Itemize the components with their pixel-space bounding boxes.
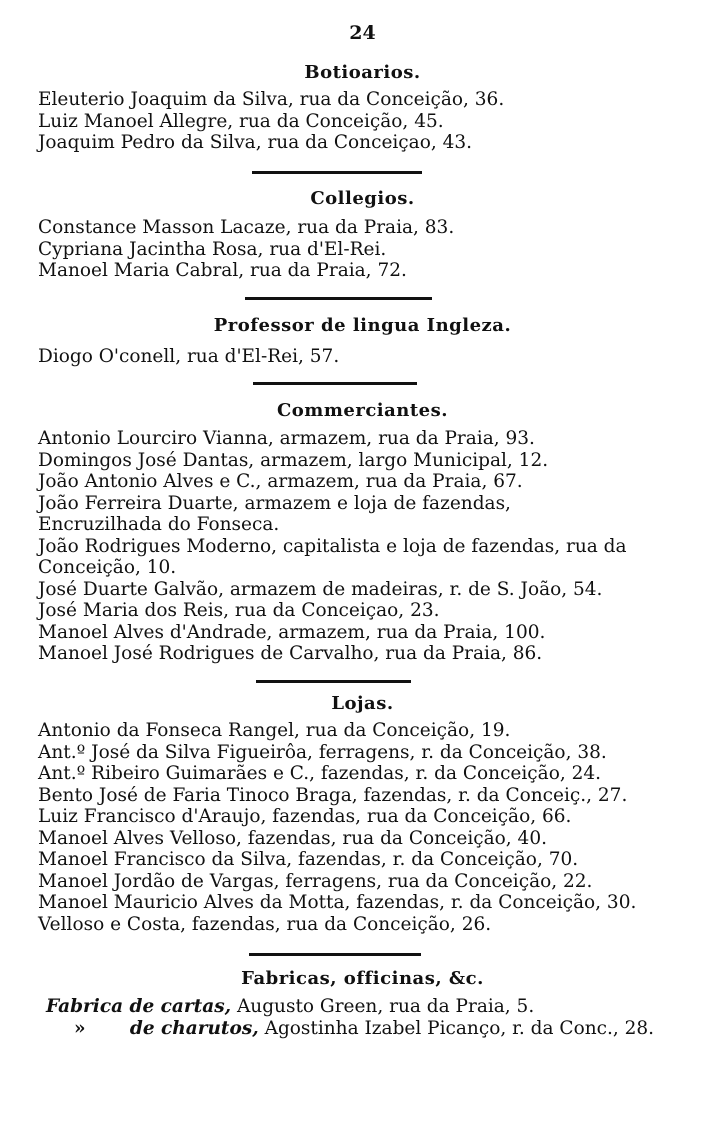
list-item: Joaquim Pedro da Silva, rua da Conceiçao, 43. [38,132,473,153]
list-item: José Duarte Galvão, armazem de madeiras, r. de S. João, 54. [38,578,603,600]
section-divider [249,953,421,956]
entry-label: Fabrica de cartas, [46,996,232,1017]
list-item: Manoel Alves Velloso, fazendas, rua da Conceição, 40. [38,827,547,849]
fabricas-list [46,996,654,1040]
list-item: Luiz Francisco d'Araujo, fazendas, rua da Conceição, 66. [38,806,572,827]
list-item: João Ferreira Duarte, armazem e loja de fazendas, Encruzilhada do Fonseca. [38,492,511,535]
list-item [46,1018,654,1040]
list-item: Manoel Alves d'Andrade, armazem, rua da Praia, 100. [38,621,546,643]
commerciantes-list [38,428,655,665]
list-item: João Rodrigues Moderno, capitalista e loja de fazendas, rua da Conceição, 10. [38,535,627,578]
list-item: Manoel Jordão de Vargas, ferragens, rua da Conceição, 22. [38,870,593,892]
list-item: João Antonio Alves e C., armazem, rua da Praia, 67. [38,471,523,492]
list-item: Constance Masson Lacaze, rua da Praia, 83. [38,217,455,238]
list-item: Manoel Maria Cabral, rua da Praia, 72. [38,260,407,281]
list-item: Bento José de Faria Tinoco Braga, fazendas, r. da Conceiç., 27. [38,784,628,806]
list-item: José Maria dos Reis, rua da Conceiçao, 23. [38,600,440,621]
ditto-mark: » [74,1018,86,1039]
list-item: Ant.º José da Silva Figueirôa, ferragens, r. da Conceição, 38. [38,741,607,763]
list-item: Diogo O'conell, rua d'El-Rei, 57. [38,346,340,367]
botioarios-list [38,89,647,154]
section-title-commerciantes: Commerciantes. [276,400,449,421]
section-title-lojas: Lojas. [331,693,394,714]
list-item: Velloso e Costa, fazendas, rua da Conceição, 26. [38,913,492,935]
section-divider [252,171,422,174]
page-number: 24 [349,22,376,44]
entry-label: de charutos, [129,1018,259,1039]
section-title-botioarios: Botioarios. [304,62,421,83]
collegios-list [38,217,647,282]
list-item: Manoel Mauricio Alves da Motta, fazendas, r. da Conceição, 30. [38,892,637,913]
list-item: Antonio Lourciro Vianna, armazem, rua da Praia, 93. [38,428,535,449]
list-item: Manoel José Rodrigues de Carvalho, rua da Praia, 86. [38,643,543,664]
entry-text: Agostinha Izabel Picanço, r. da Conc., 28. [264,1018,655,1039]
list-item: Luiz Manoel Allegre, rua da Conceição, 45. [38,110,444,132]
list-item: Ant.º Ribeiro Guimarães e C., fazendas, r. da Conceição, 24. [38,763,602,784]
list-item: Eleuterio Joaquim da Silva, rua da Conceição, 36. [38,89,505,110]
list-item: Manoel Francisco da Silva, fazendas, r. da Conceição, 70. [38,849,579,870]
section-divider [253,382,417,385]
list-item: Domingos José Dantas, armazem, largo Municipal, 12. [38,449,549,471]
section-divider [245,297,432,300]
section-divider [256,680,411,683]
list-item: Cypriana Jacintha Rosa, rua d'El-Rei. [38,238,387,260]
list-item [46,996,654,1018]
professor-list [38,346,647,368]
list-item: Antonio da Fonseca Rangel, rua da Conceição, 19. [38,720,511,741]
entry-text: Augusto Green, rua da Praia, 5. [236,996,535,1017]
lojas-list [38,720,655,935]
section-title-fabricas: Fabricas, officinas, &c. [241,968,484,989]
section-title-collegios: Collegios. [310,188,415,209]
section-title-professor: Professor de lingua Ingleza. [213,315,512,336]
